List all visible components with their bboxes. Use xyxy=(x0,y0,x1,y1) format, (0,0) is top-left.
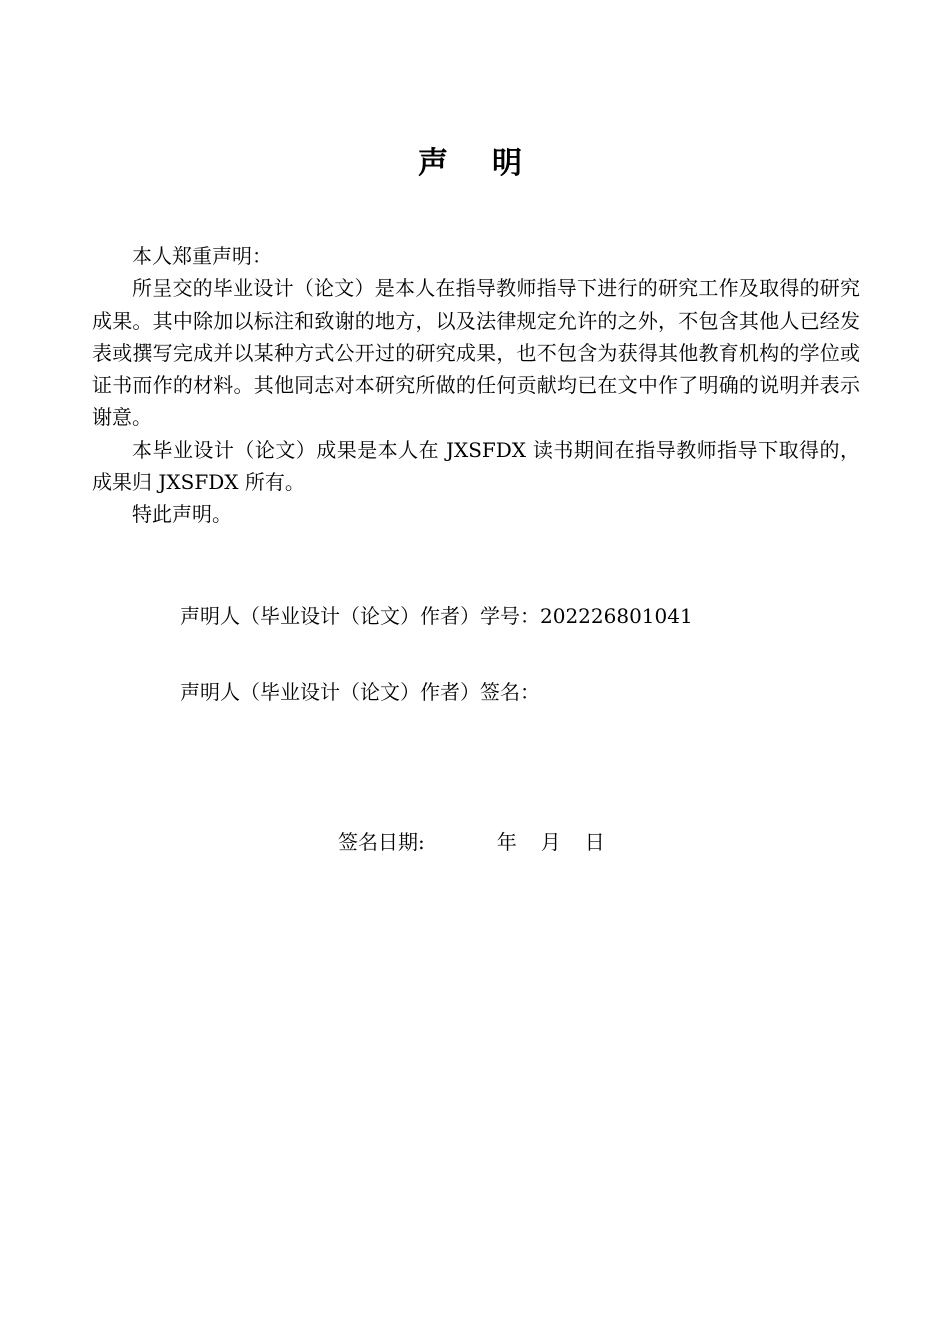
date-label: 签名日期: xyxy=(338,830,425,854)
page-title: 声明 xyxy=(418,146,566,181)
declaration-paragraph-opening: 本人郑重声明： xyxy=(132,244,272,268)
declaration-body xyxy=(92,240,860,531)
student-id-line: 声明人（毕业设计（论文）作者）学号：202226801041 xyxy=(180,604,693,628)
declaration-paragraph-originality: 所呈交的毕业设计（论文）是本人在指导教师指导下进行的研究工作及取得的研究成果。其中除加以标注和致谢的地方，以及法律规定允许的之外，不包含其他人已经发表或撰写完成并以某种方式公开过的研究成果，也不包含为获得其他教育机构的学位或证书而作的材料。其他同志对本研究所做的任何贡献均已在文中作了明确的说明并表示谢意。 xyxy=(92,276,860,430)
declaration-paragraph-closing: 特此声明。 xyxy=(132,502,232,527)
date-day-unit: 日 xyxy=(584,830,605,854)
date-month-unit: 月 xyxy=(540,830,561,854)
signature-line: 声明人（毕业设计（论文）作者）签名： xyxy=(180,680,540,704)
declaration-paragraph-ownership: 本毕业设计（论文）成果是本人在 JXSFDX 读书期间在指导教师指导下取得的，成果归 JXSFDX 所有。 xyxy=(92,437,860,495)
signature-date-line xyxy=(338,826,605,858)
date-year-unit: 年 xyxy=(496,830,517,854)
